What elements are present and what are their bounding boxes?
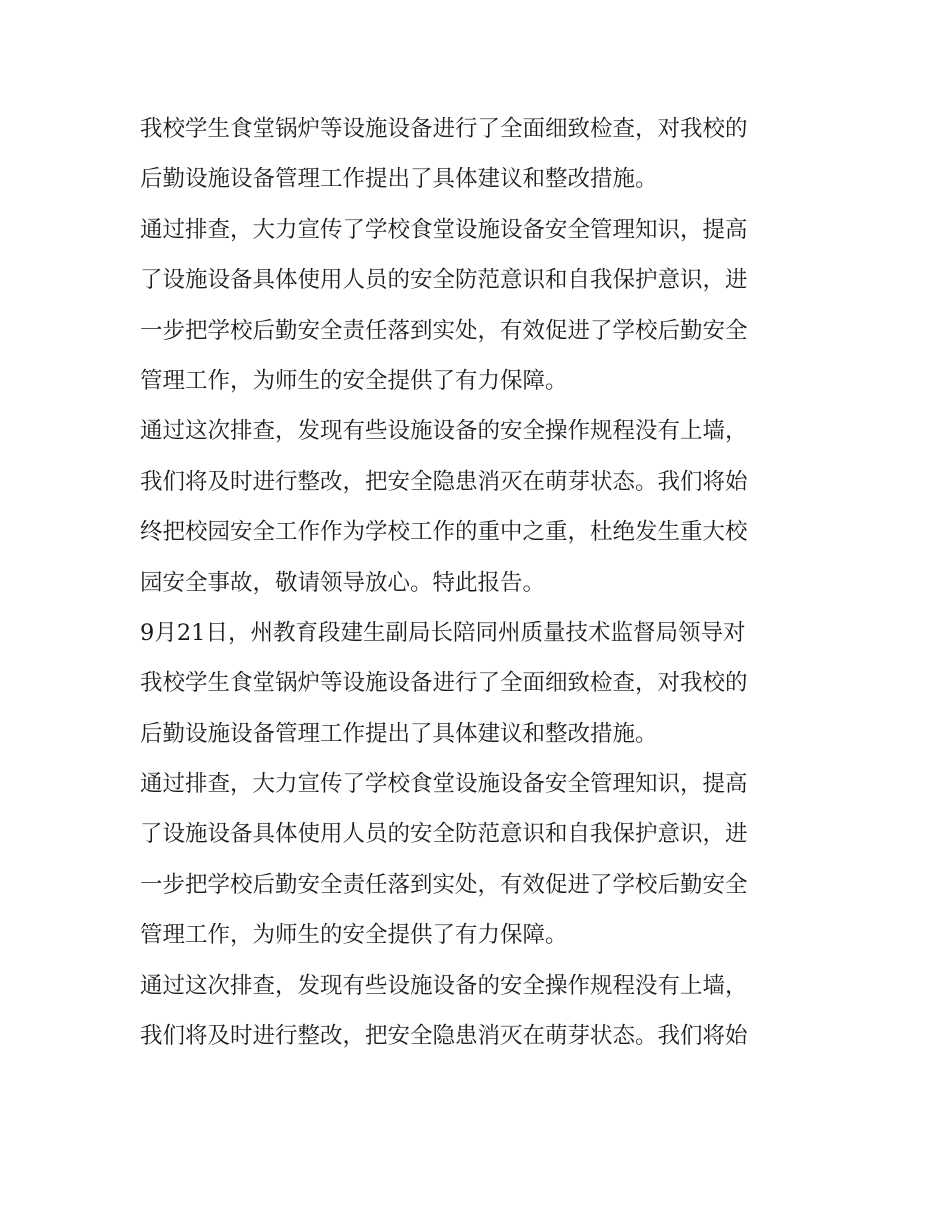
document-body bbox=[140, 104, 820, 1061]
text-line-17: 管理工作，为师生的安全提供了有力保障。 bbox=[140, 922, 568, 949]
text-line-14: 通过排查，大力宣传了学校食堂设施设备安全管理知识，提高 bbox=[140, 771, 748, 798]
text-line-19: 我们将及时进行整改，把安全隐患消灭在萌芽状态。我们将始 bbox=[140, 1023, 748, 1050]
text-line-1: 我校学生食堂锅炉等设施设备进行了全面细致检查，对我校的 bbox=[140, 116, 748, 142]
text-line-2: 后勤设施设备管理工作提出了具体建议和整改措施。 bbox=[140, 166, 658, 193]
text-line-8: 我们将及时进行整改，把安全隐患消灭在萌芽状态。我们将始 bbox=[140, 468, 748, 495]
text-line-6: 管理工作，为师生的安全提供了有力保障。 bbox=[140, 367, 568, 394]
text-line-3: 通过排查，大力宣传了学校食堂设施设备安全管理知识，提高 bbox=[140, 216, 748, 243]
text-line-13: 后勤设施设备管理工作提出了具体建议和整改措施。 bbox=[140, 720, 658, 747]
text-line-4: 了设施设备具体使用人员的安全防范意识和自我保护意识，进 bbox=[140, 267, 748, 294]
text-line-15: 了设施设备具体使用人员的安全防范意识和自我保护意识，进 bbox=[140, 821, 748, 848]
text-line-18: 通过这次排查，发现有些设施设备的安全操作规程没有上墙， bbox=[140, 972, 748, 999]
text-line-10: 园安全事故，敬请领导放心。特此报告。 bbox=[140, 569, 546, 596]
text-line-5: 一步把学校后勤安全责任落到实处，有效促进了学校后勤安全 bbox=[140, 317, 748, 344]
text-line-12: 我校学生食堂锅炉等设施设备进行了全面细致检查，对我校的 bbox=[140, 670, 748, 697]
text-line-9: 终把校园安全工作作为学校工作的重中之重，杜绝发生重大校 bbox=[140, 519, 748, 546]
text-line-7: 通过这次排查，发现有些设施设备的安全操作规程没有上墙， bbox=[140, 418, 748, 445]
text-line-16: 一步把学校后勤安全责任落到实处，有效促进了学校后勤安全 bbox=[140, 871, 748, 898]
text-line-11: 9月21日，州教育段建生副局长陪同州质量技术监督局领导对 bbox=[140, 619, 746, 646]
